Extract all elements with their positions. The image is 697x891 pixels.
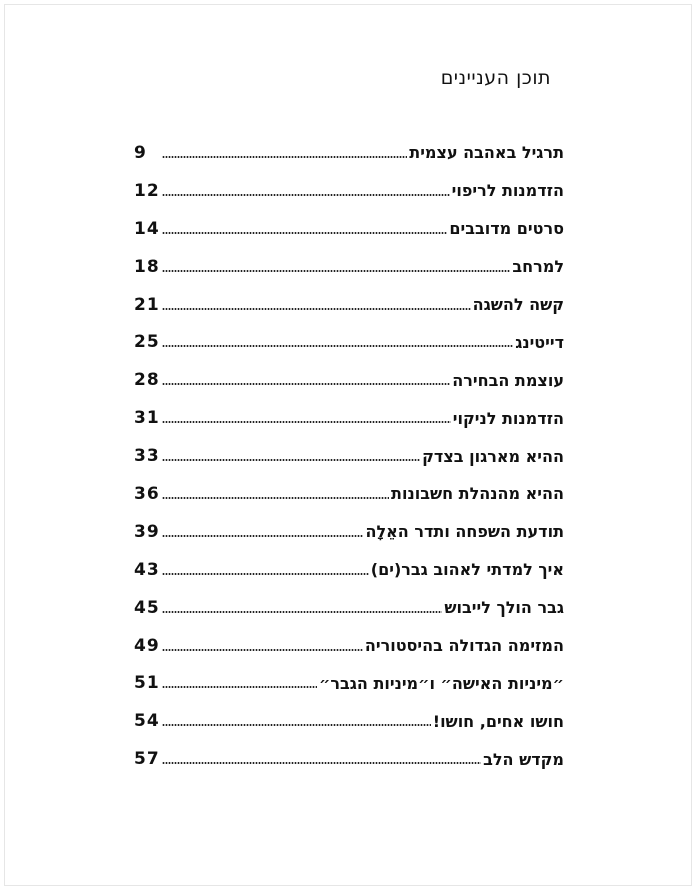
toc-entry[interactable]: [134, 702, 564, 740]
toc-entry[interactable]: [134, 361, 564, 399]
toc-leader-dots: [162, 232, 447, 234]
toc-entry[interactable]: [134, 513, 564, 551]
toc-entry[interactable]: [134, 323, 564, 361]
toc-entry-title: ההיא מארגון בצדק: [422, 446, 564, 466]
toc-entry[interactable]: [134, 134, 564, 172]
toc-entry[interactable]: [134, 475, 564, 513]
toc-leader-dots: [162, 497, 389, 499]
toc-leader-dots: [162, 573, 369, 575]
toc-leader-dots: [162, 459, 420, 461]
toc-leader-dots: [162, 535, 363, 537]
toc-page-number: 9: [134, 142, 147, 163]
toc-page-number: 51: [134, 673, 160, 694]
toc-entry[interactable]: [134, 627, 564, 665]
toc-entry-title: תרגיל באהבה עצמית: [409, 143, 564, 163]
toc-entry[interactable]: [134, 740, 564, 778]
toc-entry-title: קשה להשגה: [472, 295, 564, 314]
toc-leader-dots: [162, 270, 510, 272]
toc-page-number: 21: [134, 294, 160, 315]
toc-entry[interactable]: [134, 399, 564, 437]
toc-leader-dots: [162, 649, 363, 651]
toc-leader-dots: [162, 345, 513, 347]
toc-leader-dots: [162, 762, 481, 764]
toc-entry-title: חושו אחים, חושו!: [432, 711, 564, 731]
toc-page-number: 39: [134, 521, 160, 542]
toc-page-number: 31: [134, 408, 160, 429]
toc-page-number: 25: [134, 332, 160, 353]
toc-entry[interactable]: [134, 210, 564, 248]
toc-title: תוכן העניינים: [440, 67, 551, 89]
toc-entry[interactable]: [134, 551, 564, 589]
toc-leader-dots: [162, 308, 471, 310]
toc-entry-title: הזדמנות לניקוי: [452, 408, 564, 428]
toc-page-number: 36: [134, 483, 160, 504]
toc-entry[interactable]: [134, 437, 564, 475]
toc-leader-dots: [162, 686, 317, 688]
toc-page-number: 12: [134, 180, 160, 201]
toc-entry-title: דייטינג: [515, 332, 564, 352]
toc-entry-title: סרטים מדובבים: [449, 219, 564, 239]
toc-leader-dots: [162, 383, 450, 385]
toc-page-number: 45: [134, 597, 160, 618]
toc-page-number: 43: [134, 559, 160, 580]
toc-leader-dots: [162, 421, 451, 423]
toc-entry-title: למרחב: [512, 257, 564, 277]
toc-entry-title: תודעת השפחה ותדר האֵלָה: [365, 522, 564, 542]
toc-page-number: 18: [134, 256, 160, 277]
toc-entry-title: עוצמת הבחירה: [452, 370, 564, 390]
toc-entry[interactable]: [134, 589, 564, 627]
toc-leader-dots: [162, 194, 450, 196]
toc-entry-title: גבר הולך לייבוש: [444, 598, 564, 618]
toc-entry[interactable]: [134, 664, 564, 702]
toc-page-number: 57: [134, 749, 160, 770]
toc-entry-title: ״מיניות האישה״ ו״מיניות הגבר״: [319, 673, 564, 693]
toc-page-number: 49: [134, 635, 160, 656]
toc-entry-title: ההיא מהנהלת חשבונות: [391, 484, 564, 504]
toc-leader-dots: [162, 724, 431, 726]
toc-entry[interactable]: [134, 286, 564, 324]
toc-entry[interactable]: [134, 248, 564, 286]
toc-page-number: 54: [134, 711, 160, 732]
toc-entry[interactable]: [134, 172, 564, 210]
toc-entry-title: הזדמנות לריפוי: [451, 181, 564, 201]
toc-page-number: 14: [134, 218, 160, 239]
toc-entry-title: איך למדתי לאהוב גבר(ים): [370, 560, 564, 580]
toc-list: [134, 134, 564, 778]
toc-page-number: 28: [134, 370, 160, 391]
toc-leader-dots: [162, 611, 442, 613]
toc-entry-title: מקדש הלב: [483, 749, 564, 769]
toc-leader-dots: [162, 156, 407, 158]
toc-entry-title: המזימה הגדולה בהיסטוריה: [364, 636, 564, 656]
toc-page-number: 33: [134, 446, 160, 467]
